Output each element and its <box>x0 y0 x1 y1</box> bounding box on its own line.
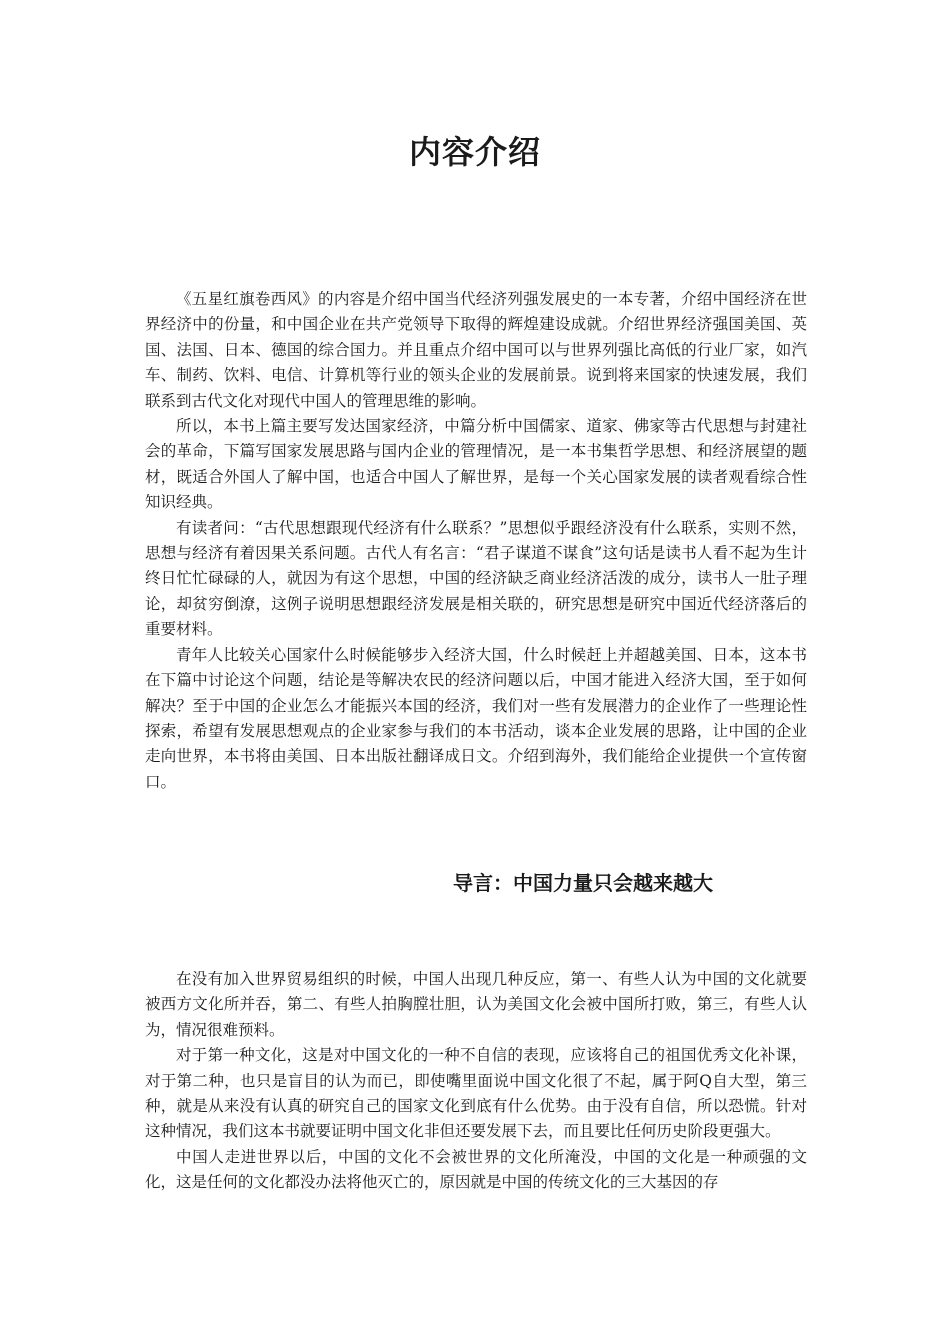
intro-body <box>145 287 807 795</box>
intro-paragraph-2: 所以，本书上篇主要写发达国家经济，中篇分析中国儒家、道家、佛家等古代思想与封建社会的革命，下篇写国家发展思路与国内企业的管理情况，是一本书集哲学思想、和经济展望的题材，既适合外国人了解中国，也适合中国人了解世界，是每一个关心国家发展的读者观看综合性知识经典。 <box>145 417 807 512</box>
section-heading: 导言：中国力量只会越来越大 <box>453 871 713 895</box>
preface-body <box>145 967 807 1196</box>
intro-paragraph-4: 青年人比较关心国家什么时候能够步入经济大国，什么时候赶上并超越美国、日本，这本书在下篇中讨论这个问题，结论是等解决农民的经济问题以后，中国才能进入经济大国，至于如何解决？至于中国的企业怎么才能振兴本国的经济，我们对一些有发展潜力的企业作了一些理论性探索，希望有发展思想观点的企业家参与我们的本书活动，谈本企业发展的思路，让中国的企业走向世界，本书将由美国、日本出版社翻译成日文。介绍到海外，我们能给企业提供一个宣传窗口。 <box>145 645 807 791</box>
page-title: 内容介绍 <box>408 133 541 171</box>
intro-paragraph-1: 《五星红旗卷西风》的内容是介绍中国当代经济列强发展史的一本专著，介绍中国经济在世界经济中的份量，和中国企业在共产党领导下取得的辉煌建设成就。介绍世界经济强国美国、英国、法国、日本、德国的综合国力。并且重点介绍中国可以与世界列强比高低的行业厂家，如汽车、制药、饮料、电信、计算机等行业的领头企业的发展前景。说到将来国家的快速发展，我们联系到古代文化对现代中国人的管理思维的影响。 <box>145 290 807 410</box>
preface-paragraph-1: 在没有加入世界贸易组织的时候，中国人出现几种反应，第一、有些人认为中国的文化就要被西方文化所并吞，第二、有些人拍胸膛壮胆，认为美国文化会被中国所打败，第三，有些人认为，情况很难预料。 <box>145 970 807 1039</box>
intro-paragraph-3: 有读者问：“古代思想跟现代经济有什么联系？”思想似乎跟经济没有什么联系，实则不然，思想与经济有着因果关系问题。古代人有名言：“君子谋道不谋食”这句话是读书人看不起为生计终日忙忙碌碌的人，就因为有这个思想，中国的经济缺乏商业经济活泼的成分，读书人一肚子理论，却贫穷倒潦，这例子说明思想跟经济发展是相关联的，研究思想是研究中国近代经济落后的重要材料。 <box>145 518 807 639</box>
preface-paragraph-3: 中国人走进世界以后，中国的文化不会被世界的文化所淹没，中国的文化是一种顽强的文化，这是任何的文化都没办法将他灭亡的，原因就是中国的传统文化的三大基因的存 <box>145 1147 807 1192</box>
preface-paragraph-2: 对于第一种文化，这是对中国文化的一种不自信的表现，应该将自己的祖国优秀文化补课，对于第二种，也只是盲目的认为而已，即使嘴里面说中国文化很了不起，属于阿Q自大型，第三种，就是从来没有认真的研究自己的国家文化到底有什么优势。由于没有自信，所以恐慌。针对这种情况，我们这本书就要证明中国文化非但还要发展下去，而且要比任何历史阶段更强大。 <box>145 1046 807 1141</box>
